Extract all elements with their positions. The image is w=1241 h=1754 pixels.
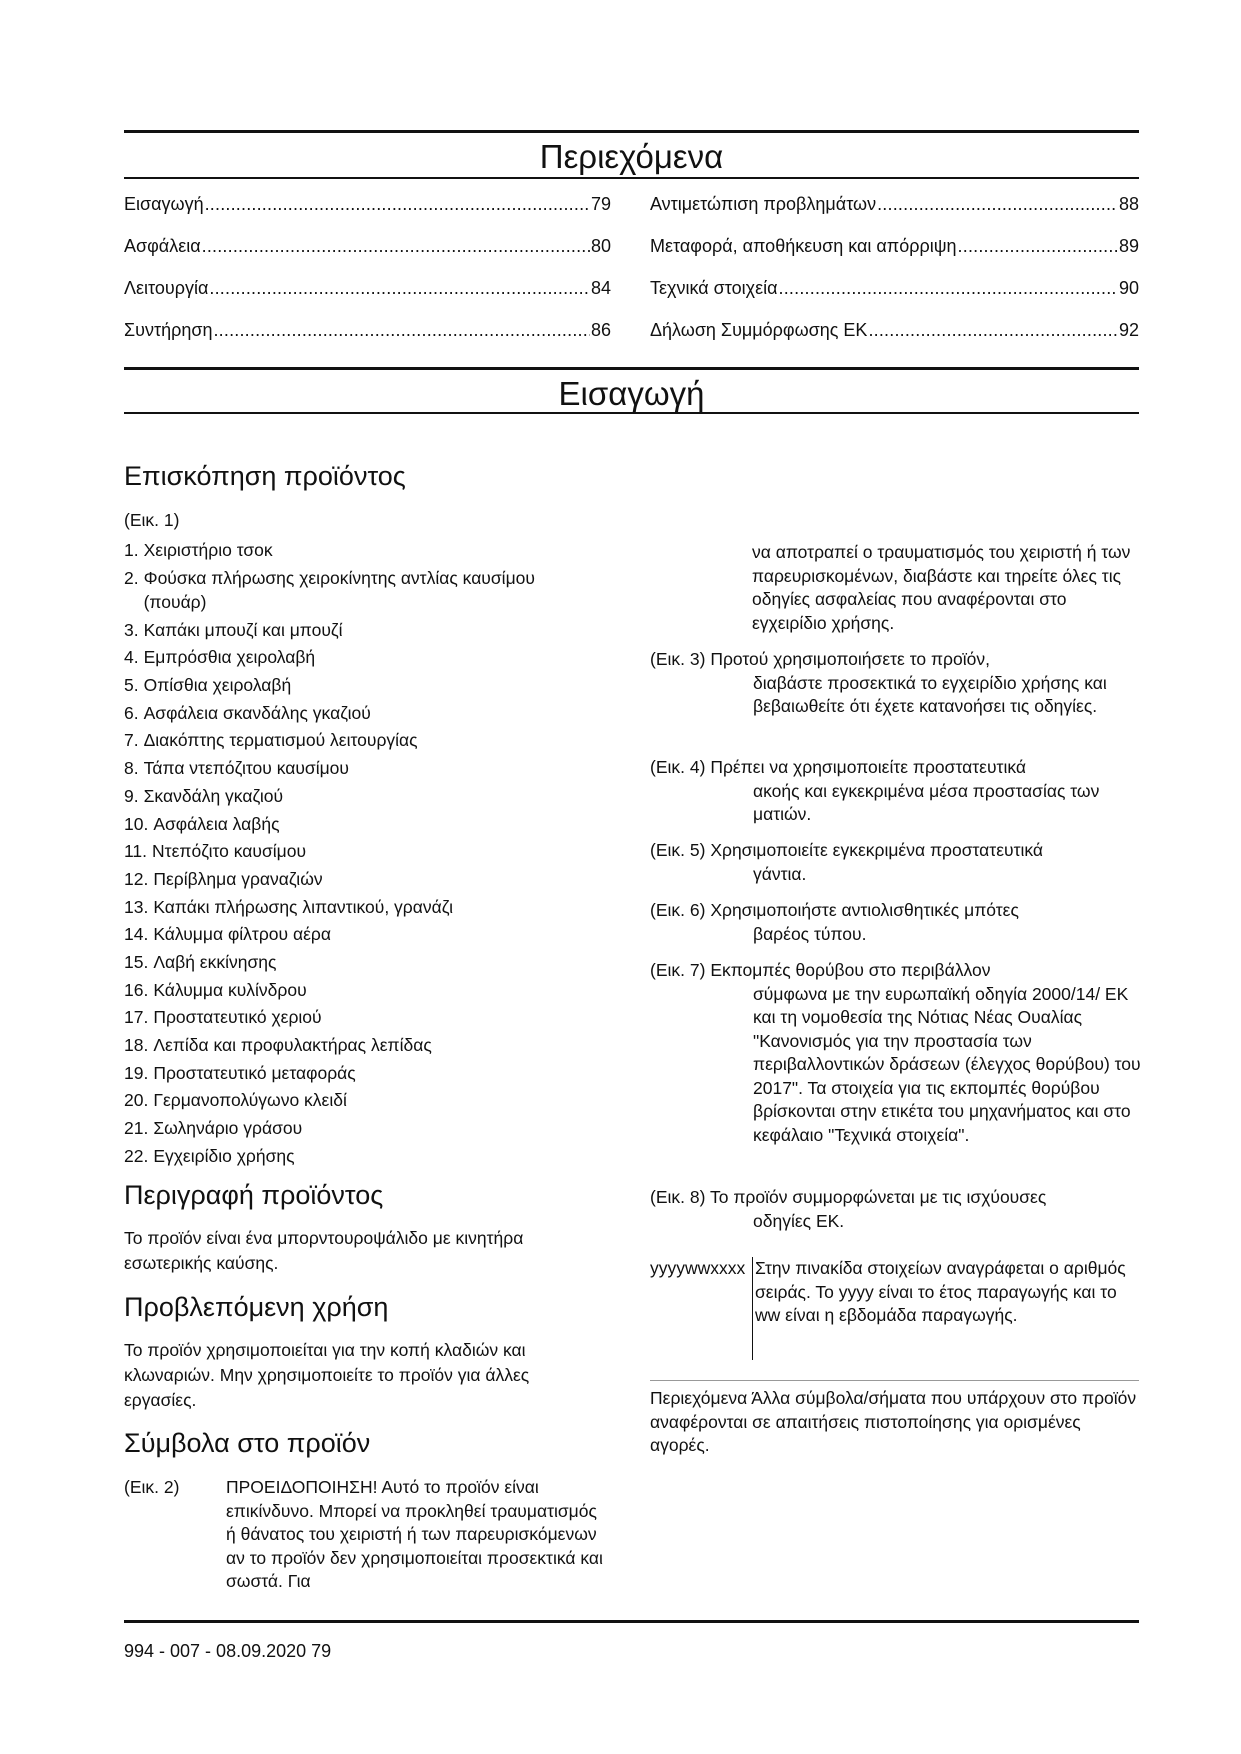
item-label: Καπάκι πλήρωσης λιπαντικού, γρανάζι [153, 896, 454, 917]
item-label: Καπάκι μπουζί και μπουζί [143, 619, 343, 640]
item-label: Λεπίδα και προφυλακτήρας λεπίδας [153, 1035, 432, 1055]
toc-top-rule [124, 130, 1139, 133]
symbol-fig4 [650, 756, 1142, 827]
toc-entry-page: 79 [590, 194, 611, 214]
item-number: 20. [124, 1090, 149, 1111]
toc-entry-safety[interactable] [124, 235, 611, 277]
toc-title: Περιεχόμενα [539, 138, 724, 175]
fig-ref: (Εικ. 6) [650, 900, 706, 920]
item-label: Εγχειρίδιο χρήσης [153, 1145, 295, 1166]
toc-entry-introduction[interactable] [124, 193, 611, 235]
toc-entry-page: 89 [1118, 236, 1139, 256]
toc-entry-page: 88 [1118, 194, 1139, 214]
list-item [124, 1033, 611, 1061]
fig-ref: (Εικ. 8) [650, 1187, 706, 1207]
symbol-fig2 [124, 1476, 611, 1594]
symbol-fig3 [650, 648, 1142, 719]
item-number: 12. [124, 868, 149, 889]
fig-ref: (Εικ. 2) [124, 1477, 180, 1497]
fig-text-rest: ακοής και εγκεκριμένα μέσα προστασίας των ματιών. [753, 780, 1100, 824]
toc-entry-troubleshooting[interactable] [650, 193, 1139, 235]
other-symbols-note [650, 1387, 1142, 1458]
toc-entry-title: Συντήρηση [124, 320, 213, 340]
separator-rule [650, 1380, 1139, 1381]
symbol-fig5 [650, 839, 1142, 886]
toc-entry-title: Δήλωση Συμμόρφωσης ΕΚ [650, 320, 868, 340]
footer-rule [124, 1620, 1139, 1623]
symbol-fig7 [650, 959, 1142, 1147]
symbol-fig2-continued: να αποτραπεί ο τραυματισμός του χειριστή ή των παρευρισκομένων, διαβάστε και τηρείτε όλες τις οδηγίες ασφαλείας που αναφέρονται στο εγχειρίδιο χρήσης. [752, 542, 1131, 633]
fig-ref: (Εικ. 3) [650, 649, 706, 669]
overview-heading: Επισκόπηση προϊόντος [124, 461, 406, 491]
list-item [124, 867, 611, 895]
fig-text-first: Το προϊόν συμμορφώνεται με τις ισχύουσες [709, 1187, 1047, 1207]
symbol-fig8 [650, 1186, 1142, 1233]
list-item [124, 1144, 611, 1172]
fig-text-first: Εκπομπές θορύβου στο περιβάλλον [710, 960, 991, 980]
list-item [124, 1061, 611, 1089]
item-number: 8. [124, 758, 139, 779]
toc-entry-page: 92 [1118, 320, 1139, 340]
list-item [124, 812, 611, 840]
toc-entry-title: Αντιμετώπιση προβλημάτων [650, 194, 877, 214]
list-item [124, 728, 611, 756]
item-label: Λαβή εκκίνησης [153, 951, 277, 972]
item-label: Σκανδάλη γκαζιού [143, 785, 284, 806]
list-item [124, 922, 611, 950]
list-item [124, 839, 611, 867]
list-item [124, 1116, 611, 1144]
list-item [124, 1005, 611, 1033]
overview-fig-ref: (Εικ. 1) [124, 510, 180, 530]
fig-text: ΠΡΟΕΙΔΟΠΟΙΗΣΗ! Αυτό το προϊόν είναι επικίνδυνο. Μπορεί να προκληθεί τραυματισμός ή θάνατος του χειριστή ή των παρευρισκόμενων αν το προϊόν δεν χρησιμοποιείται προσεκτικά και σωστά. Για [226, 1477, 603, 1591]
fig-text-rest: γάντια. [753, 863, 807, 884]
toc-entry-page: 80 [590, 236, 611, 256]
toc-leader [868, 319, 1118, 341]
toc-leader [958, 235, 1118, 257]
item-number: 3. [124, 619, 139, 640]
intro-title: Εισαγωγή [558, 375, 705, 412]
toc-entry-title: Εισαγωγή [124, 194, 204, 214]
intended-use-text: Το προϊόν χρησιμοποιείται για την κοπή κλαδιών και κλωναριών. Μην χρησιμοποιείτε το προϊόν για άλλες εργασίες. [124, 1340, 530, 1410]
toc-entry-technical-data[interactable] [650, 277, 1139, 319]
item-number: 2. [124, 567, 139, 588]
item-label: Ασφάλεια λαβής [153, 813, 280, 834]
item-label: Οπίσθια χειρολαβή [143, 675, 292, 696]
item-number: 5. [124, 675, 139, 696]
toc-entry-operation[interactable] [124, 277, 611, 319]
list-item [124, 784, 611, 812]
toc-leader [779, 277, 1118, 299]
item-number: 22. [124, 1145, 149, 1166]
serial-description: Στην πινακίδα στοιχείων αναγράφεται ο αριθμός σειράς. Το yyyy είναι το έτος παραγωγής και το ww είναι η εβδομάδα παραγωγής. [752, 1257, 1133, 1360]
item-number: 11. [124, 841, 148, 862]
intended-use-heading: Προβλεπόμενη χρήση [124, 1292, 389, 1322]
toc-entry-page: 84 [590, 278, 611, 298]
fig-text-rest: οδηγίες ΕΚ. [753, 1210, 845, 1231]
list-item [124, 538, 611, 566]
item-label: Περίβλημα γραναζιών [153, 868, 323, 889]
list-item [124, 895, 611, 923]
list-item [124, 978, 611, 1006]
serial-number-info [650, 1257, 1133, 1360]
list-item [124, 618, 611, 646]
other-symbols-text: Άλλα σύμβολα/σήματα που υπάρχουν στο προϊόν αναφέρονται σε απαιτήσεις πιστοποίησης για ορισμένες αγορές. [650, 1388, 1137, 1455]
fig-text-first: Πρέπει να χρησιμοποιείτε προστατευτικά [710, 757, 1026, 777]
fig-text-rest: διαβάστε προσεκτικά το εγχειρίδιο χρήσης και βεβαιωθείτε ότι έχετε κατανοήσει τις οδηγίες. [753, 672, 1107, 716]
toc-entry-title: Μεταφορά, αποθήκευση και απόρριψη [650, 236, 957, 256]
fig-text-rest: σύμφωνα με την ευρωπαϊκή οδηγία 2000/14/ ΕΚ και τη νομοθεσία της Νότιας Νέας Ουαλίας "Κανονισμός για την προστασία των περιβαλλοντικών δράσεων (έλεγχος θορύβου) του 2017". Τα στοιχεία για τις εκπομπές θορύβου βρίσκονται στην ετικέτα του μηχανήματος και στο κεφάλαιο "Τεχνικά στοιχεία". [753, 983, 1141, 1145]
fig-ref: (Εικ. 4) [650, 757, 706, 777]
toc-leader [877, 193, 1118, 215]
list-item [124, 1088, 611, 1116]
list-item [124, 756, 611, 784]
symbols-heading: Σύμβολα στο προϊόν [124, 1428, 371, 1458]
toc-entry-title: Λειτουργία [124, 278, 209, 298]
item-label: Διακόπτης τερματισμού λειτουργίας [143, 730, 418, 751]
document-reference: 994 - 007 - 08.09.2020 [124, 1641, 307, 1661]
list-item [124, 645, 611, 673]
item-number: 1. [124, 540, 139, 560]
item-label: Προστατευτικό μεταφοράς [153, 1062, 356, 1083]
list-item [124, 673, 611, 701]
item-label: Χειριστήριο τσοκ [143, 540, 273, 560]
item-number: 21. [124, 1118, 149, 1139]
list-item [124, 950, 611, 978]
item-number: 14. [124, 924, 149, 945]
list-item [124, 701, 611, 729]
item-label: Ντεπόζιτο καυσίμου [152, 841, 307, 862]
list-item [124, 566, 611, 618]
item-number: 10. [124, 813, 149, 834]
item-label: Φούσκα πλήρωσης χειροκίνητης αντλίας καυσίμου (πουάρ) [143, 567, 535, 612]
item-number: 4. [124, 647, 139, 668]
item-label: Γερμανοπολύγωνο κλειδί [153, 1090, 347, 1111]
parts-list [124, 538, 611, 1171]
toc-leader [202, 235, 590, 257]
item-number: 17. [124, 1007, 149, 1028]
item-number: 9. [124, 785, 139, 806]
fig-ref: (Εικ. 5) [650, 840, 706, 860]
toc-entry-title: Ασφάλεια [124, 236, 201, 256]
item-label: Τάπα ντεπόζιτου καυσίμου [143, 758, 349, 779]
item-label: Κάλυμμα φίλτρου αέρα [153, 924, 331, 945]
other-symbols-label: Περιεχόμενα [650, 1388, 748, 1408]
item-label: Κάλυμμα κυλίνδρου [153, 979, 307, 1000]
item-number: 15. [124, 951, 149, 972]
toc-left-column [124, 193, 611, 361]
item-number: 16. [124, 979, 149, 1000]
page-footer [124, 1641, 331, 1662]
fig-text-first: Προτού χρησιμοποιήσετε το προϊόν, [710, 649, 990, 669]
toc-entry-ec-declaration[interactable] [650, 319, 1139, 361]
toc-entry-page: 90 [1118, 278, 1139, 298]
item-number: 13. [124, 896, 149, 917]
item-label: Σωληνάριο γράσου [153, 1118, 303, 1139]
fig-ref: (Εικ. 7) [650, 960, 706, 980]
item-number: 19. [124, 1062, 149, 1083]
intro-title-rule [124, 412, 1139, 414]
item-label: Ασφάλεια σκανδάλης γκαζιού [143, 702, 371, 723]
item-number: 7. [124, 730, 139, 751]
fig-text-rest: βαρέος τύπου. [753, 923, 867, 944]
page-number: 79 [311, 1641, 332, 1661]
toc-entry-page: 86 [590, 320, 611, 340]
toc-leader [205, 193, 590, 215]
toc-title-rule [124, 177, 1139, 179]
description-text: Το προϊόν είναι ένα μπορντουροψάλιδο με κινητήρα εσωτερικής καύσης. [124, 1228, 524, 1273]
item-number: 18. [124, 1035, 149, 1055]
fig-text-first: Χρησιμοποιείτε εγκεκριμένα προστατευτικά [710, 840, 1044, 860]
toc-right-column [650, 193, 1139, 361]
toc-entry-maintenance[interactable] [124, 319, 611, 361]
toc-leader [213, 319, 590, 341]
description-heading: Περιγραφή προϊόντος [124, 1180, 384, 1210]
toc-entry-transport[interactable] [650, 235, 1139, 277]
fig-text-first: Χρησιμοποιήστε αντιολισθητικές μπότες [710, 900, 1019, 920]
toc-entry-title: Τεχνικά στοιχεία [650, 278, 778, 298]
item-label: Προστατευτικό χεριού [153, 1007, 322, 1028]
intro-top-rule [124, 367, 1139, 370]
serial-code: yyyywwxxxx [650, 1258, 746, 1278]
item-number: 6. [124, 702, 139, 723]
item-label: Εμπρόσθια χειρολαβή [143, 647, 316, 668]
symbol-fig6 [650, 899, 1142, 946]
toc-leader [209, 277, 590, 299]
